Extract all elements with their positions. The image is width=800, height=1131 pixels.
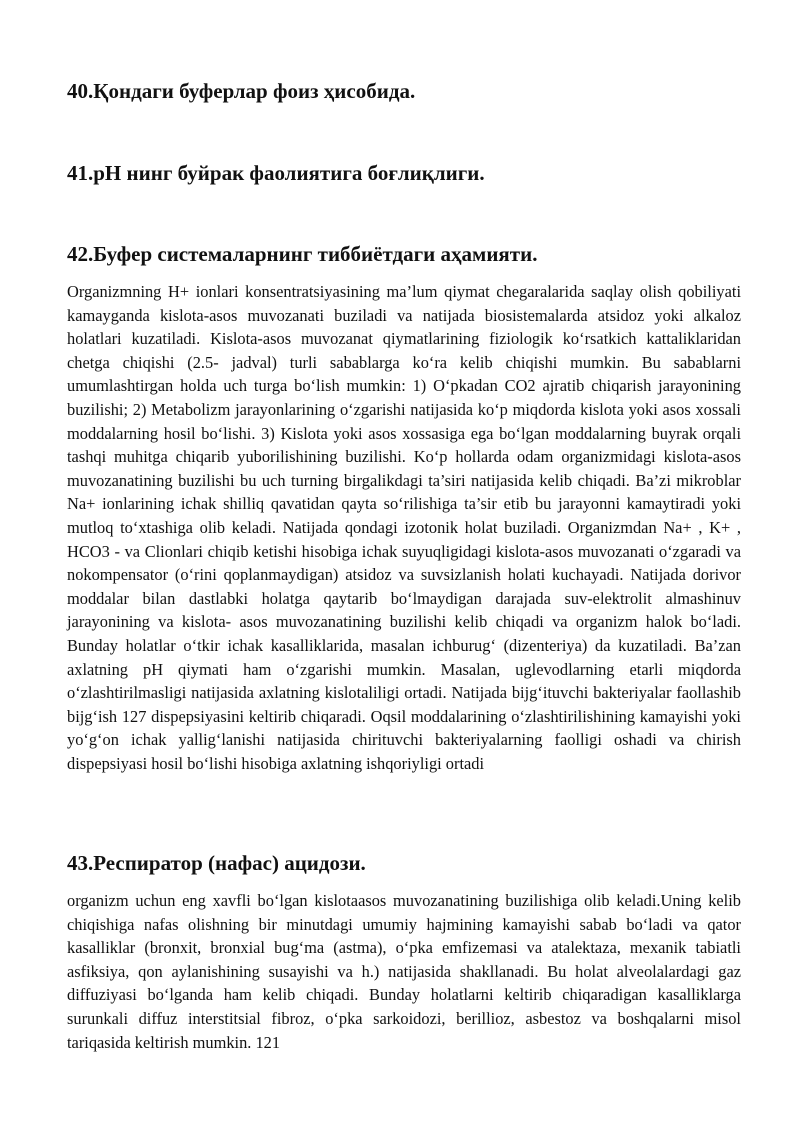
paragraph-43: organizm uchun eng xavfli bo‘lgan kislotaasos muvozanatining buzilishiga olib keladi.Uning kelib chiqishiga nafas olishning bir minutdagi umumiy hajmining kamayishi sabab bo‘ladi va qator kasalliklar (bronxit, bronxial bug‘ma (astma), o‘pka emfizemasi va atalektaza, mexanik tabiatli asfiksiya, qon aylanishining susayishi va h.) natijasida shakllanadi. Bu holat alveolalardagi gaz diffuziyasi bo‘lganda ham kelib chiqadi. Bunday holatlarni keltirib chiqaradigan kasalliklarga surunkali diffuz interstitsial fibroz, o‘pka sarkoidozi, berillioz, asbestoz va boshqalarni misol tariqasida keltirish mumkin. 121 xyxy=(67,891,741,1052)
heading-43: 43.Респиратор (нафас) ацидози. xyxy=(67,851,366,875)
heading-40: 40.Қондаги буферлар фоиз ҳисобида. xyxy=(67,79,416,103)
paragraph-42: Organizmning H+ ionlari konsentratsiyasining ma’lum qiymat chegaralarida saqlay olish qobiliyati kamayganda kislota-asos muvozanati buziladi va natijada biosistemalarda atsidoz yoki alkaloz holatlari kuzatiladi. Kislota-asos muvozanat qiymatlarining fiziologik ko‘rsatkich kattaliklaridan chetga chiqishi (2.5- jadval) turli sabablarga ko‘ra kelib chiqishi mumkin. Bu sabablarni umumlashtirgan holda uch turga bo‘lish mumkin: 1) O‘pkadan CO2 ajratib chiqarish jarayonining buzilishi; 2) Metabolizm jarayonlarining o‘zgarishi natijasida ko‘p miqdorda kislota yoki asos xossali moddalarning hosil bo‘lishi. 3) Kislota yoki asos xossasiga ega bo‘lgan moddalarning buyrak orqali tashqi muhitga chiqarib yuborilishining buzilishi. Ko‘p hollarda odam organizmidagi kislota-asos muvozanatining buzilishi bu uch turning birgalikdagi ta’siri natijasida kelib chiqadi. Ba’zi mikroblar Na+ ionlarining ichak shilliq qavatidan qayta so‘rilishiga ta’sir etib bu jarayonni kamaytiradi yoki mutloq to‘xtashiga olib keladi. Natijada qondagi izotonik holat buziladi. Organizmdan Na+ , K+ , HCO3 - va Clionlari chiqib ketishi hisobiga ichak suyuqligidagi kislota-asos muvozanati o‘zgaradi va nokompensator (o‘rini qoplanmaydigan) atsidoz va suvsizlanish holati kuchayadi. Natijada dorivor moddalar bilan dastlabki holatga qaytarib bo‘lmaydigan darajada suv-elektrolit almashinuv jarayonining va kislota- asos muvozanatining buzilishi kelib chiqadi va organizm halok bo‘ladi. Bunday holatlar o‘tkir ichak kasalliklarida, masalan ichburug‘ (dizenteriya) da kuzatiladi. Ba’zan axlatning pH qiymati ham o‘zgarishi mumkin. Masalan, uglevodlarning etarli miqdorda o‘zlashtirilmasligi natijasida axlatning kislotaliligi ortadi. Natijada bijg‘ituvchi bakteriyalar faollashib bijg‘ish 127 dispepsiyasini keltirib chiqaradi. Oqsil moddalarining o‘zlashtirilishining kamayishi yoki yo‘g‘on ichak yallig‘lanishi natijasida chirituvchi bakteriyalarning faolligi oshadi va chirish dispepsiyasi hosil bo‘lishi hisobiga axlatning ishqoriyligi ortadi xyxy=(67,282,741,773)
heading-42: 42.Буфер системаларнинг тиббиётдаги аҳамияти. xyxy=(67,242,538,266)
heading-41: 41.pH нинг буйрак фаолиятига боғлиқлиги. xyxy=(67,161,485,185)
